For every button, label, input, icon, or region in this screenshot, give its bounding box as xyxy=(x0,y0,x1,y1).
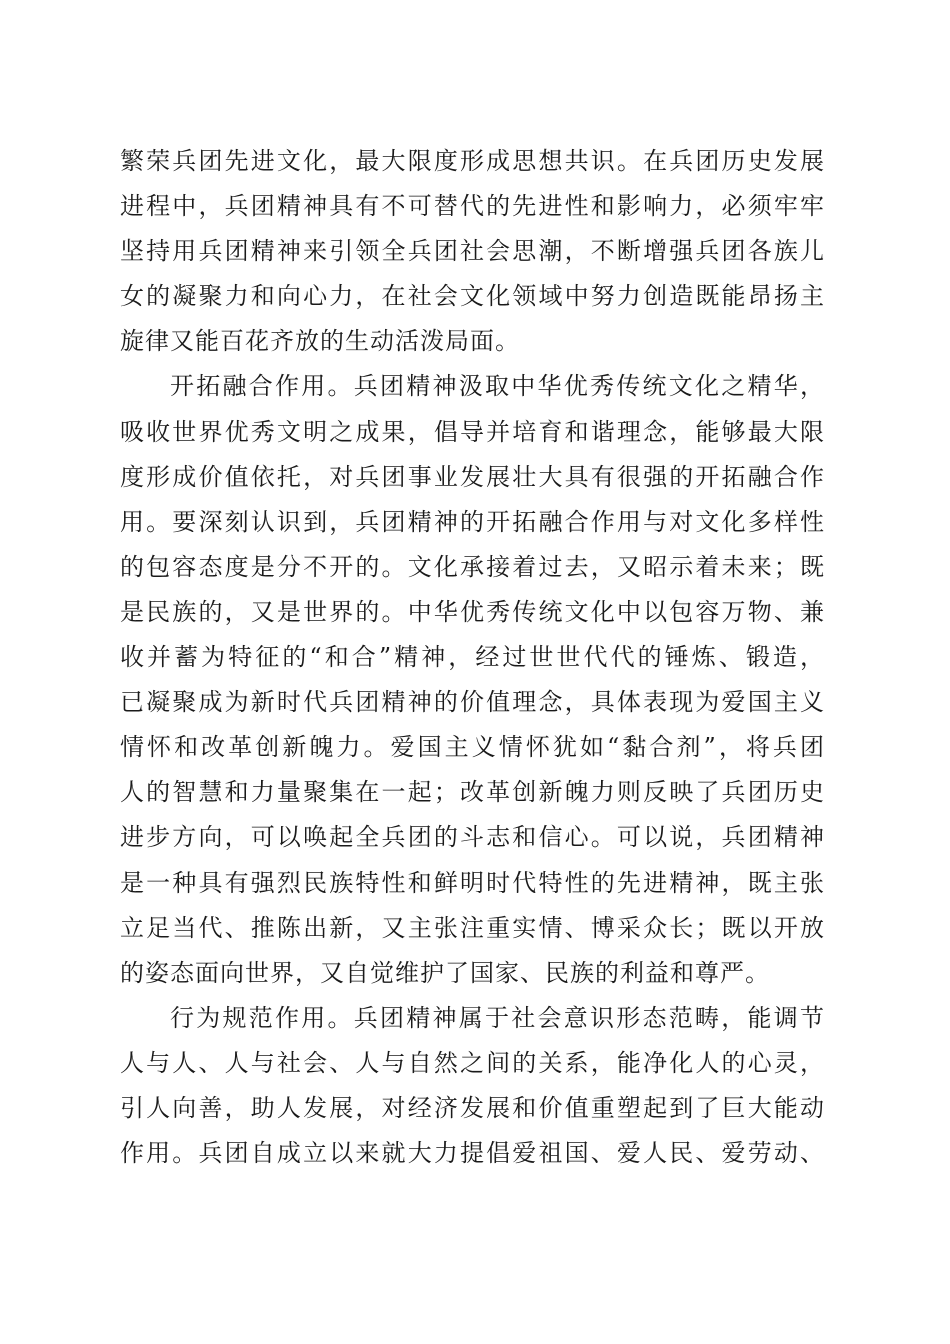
document-page xyxy=(120,139,825,1176)
text-line: 作用。兵团自成立以来就大力提倡爱祖国、爱人民、爱劳动、 xyxy=(120,1139,825,1168)
text-line: 繁荣兵团先进文化，最大限度形成思想共识。在兵团历史发展 xyxy=(120,147,825,175)
text-line: 行为规范作用。兵团精神属于社会意识形态范畴，能调节 xyxy=(170,1003,825,1032)
text-line: 进程中，兵团精神具有不可替代的先进性和影响力，必须牢牢 xyxy=(120,192,825,221)
text-line: 收并蓄为特征的“和合”精神，经过世世代代的锤炼、锻造， xyxy=(120,643,825,672)
text-line: 情怀和改革创新魄力。爱国主义情怀犹如“黏合剂”，将兵团 xyxy=(120,733,825,762)
text-line: 用。要深刻认识到，兵团精神的开拓融合作用与对文化多样性 xyxy=(120,507,825,536)
text-line: 度形成价值依托，对兵团事业发展壮大具有很强的开拓融合作 xyxy=(120,462,825,491)
text-line: 女的凝聚力和向心力，在社会文化领域中努力创造既能昂扬主 xyxy=(120,282,825,311)
text-line: 人的智慧和力量聚集在一起；改革创新魄力则反映了兵团历史 xyxy=(120,778,825,807)
text-line: 引人向善，助人发展，对经济发展和价值重塑起到了巨大能动 xyxy=(120,1093,825,1122)
text-line: 已凝聚成为新时代兵团精神的价值理念，具体表现为爱国主义 xyxy=(120,688,825,717)
text-line: 进步方向，可以唤起全兵团的斗志和信心。可以说，兵团精神 xyxy=(120,823,825,852)
text-line: 立足当代、推陈出新，又主张注重实情、博采众长；既以开放 xyxy=(120,913,825,942)
text-line: 吸收世界优秀文明之成果，倡导并培育和谐理念，能够最大限 xyxy=(120,417,825,446)
text-line: 人与人、人与社会、人与自然之间的关系，能净化人的心灵， xyxy=(120,1048,825,1077)
text-line: 是民族的，又是世界的。中华优秀传统文化中以包容万物、兼 xyxy=(120,597,825,626)
text-line: 开拓融合作用。兵团精神汲取中华优秀传统文化之精华， xyxy=(170,372,825,401)
text-line: 的姿态面向世界，又自觉维护了国家、民族的利益和尊严。 xyxy=(120,958,770,987)
text-line: 的包容态度是分不开的。文化承接着过去，又昭示着未来；既 xyxy=(120,552,825,581)
paragraph-3 xyxy=(120,996,825,1176)
text-line: 坚持用兵团精神来引领全兵团社会思潮，不断增强兵团各族儿 xyxy=(120,237,825,266)
paragraph-2 xyxy=(120,364,825,995)
text-line: 旋律又能百花齐放的生动活泼局面。 xyxy=(120,327,520,356)
paragraph-1 xyxy=(120,139,825,364)
text-line: 是一种具有强烈民族特性和鲜明时代特性的先进精神，既主张 xyxy=(120,868,825,897)
